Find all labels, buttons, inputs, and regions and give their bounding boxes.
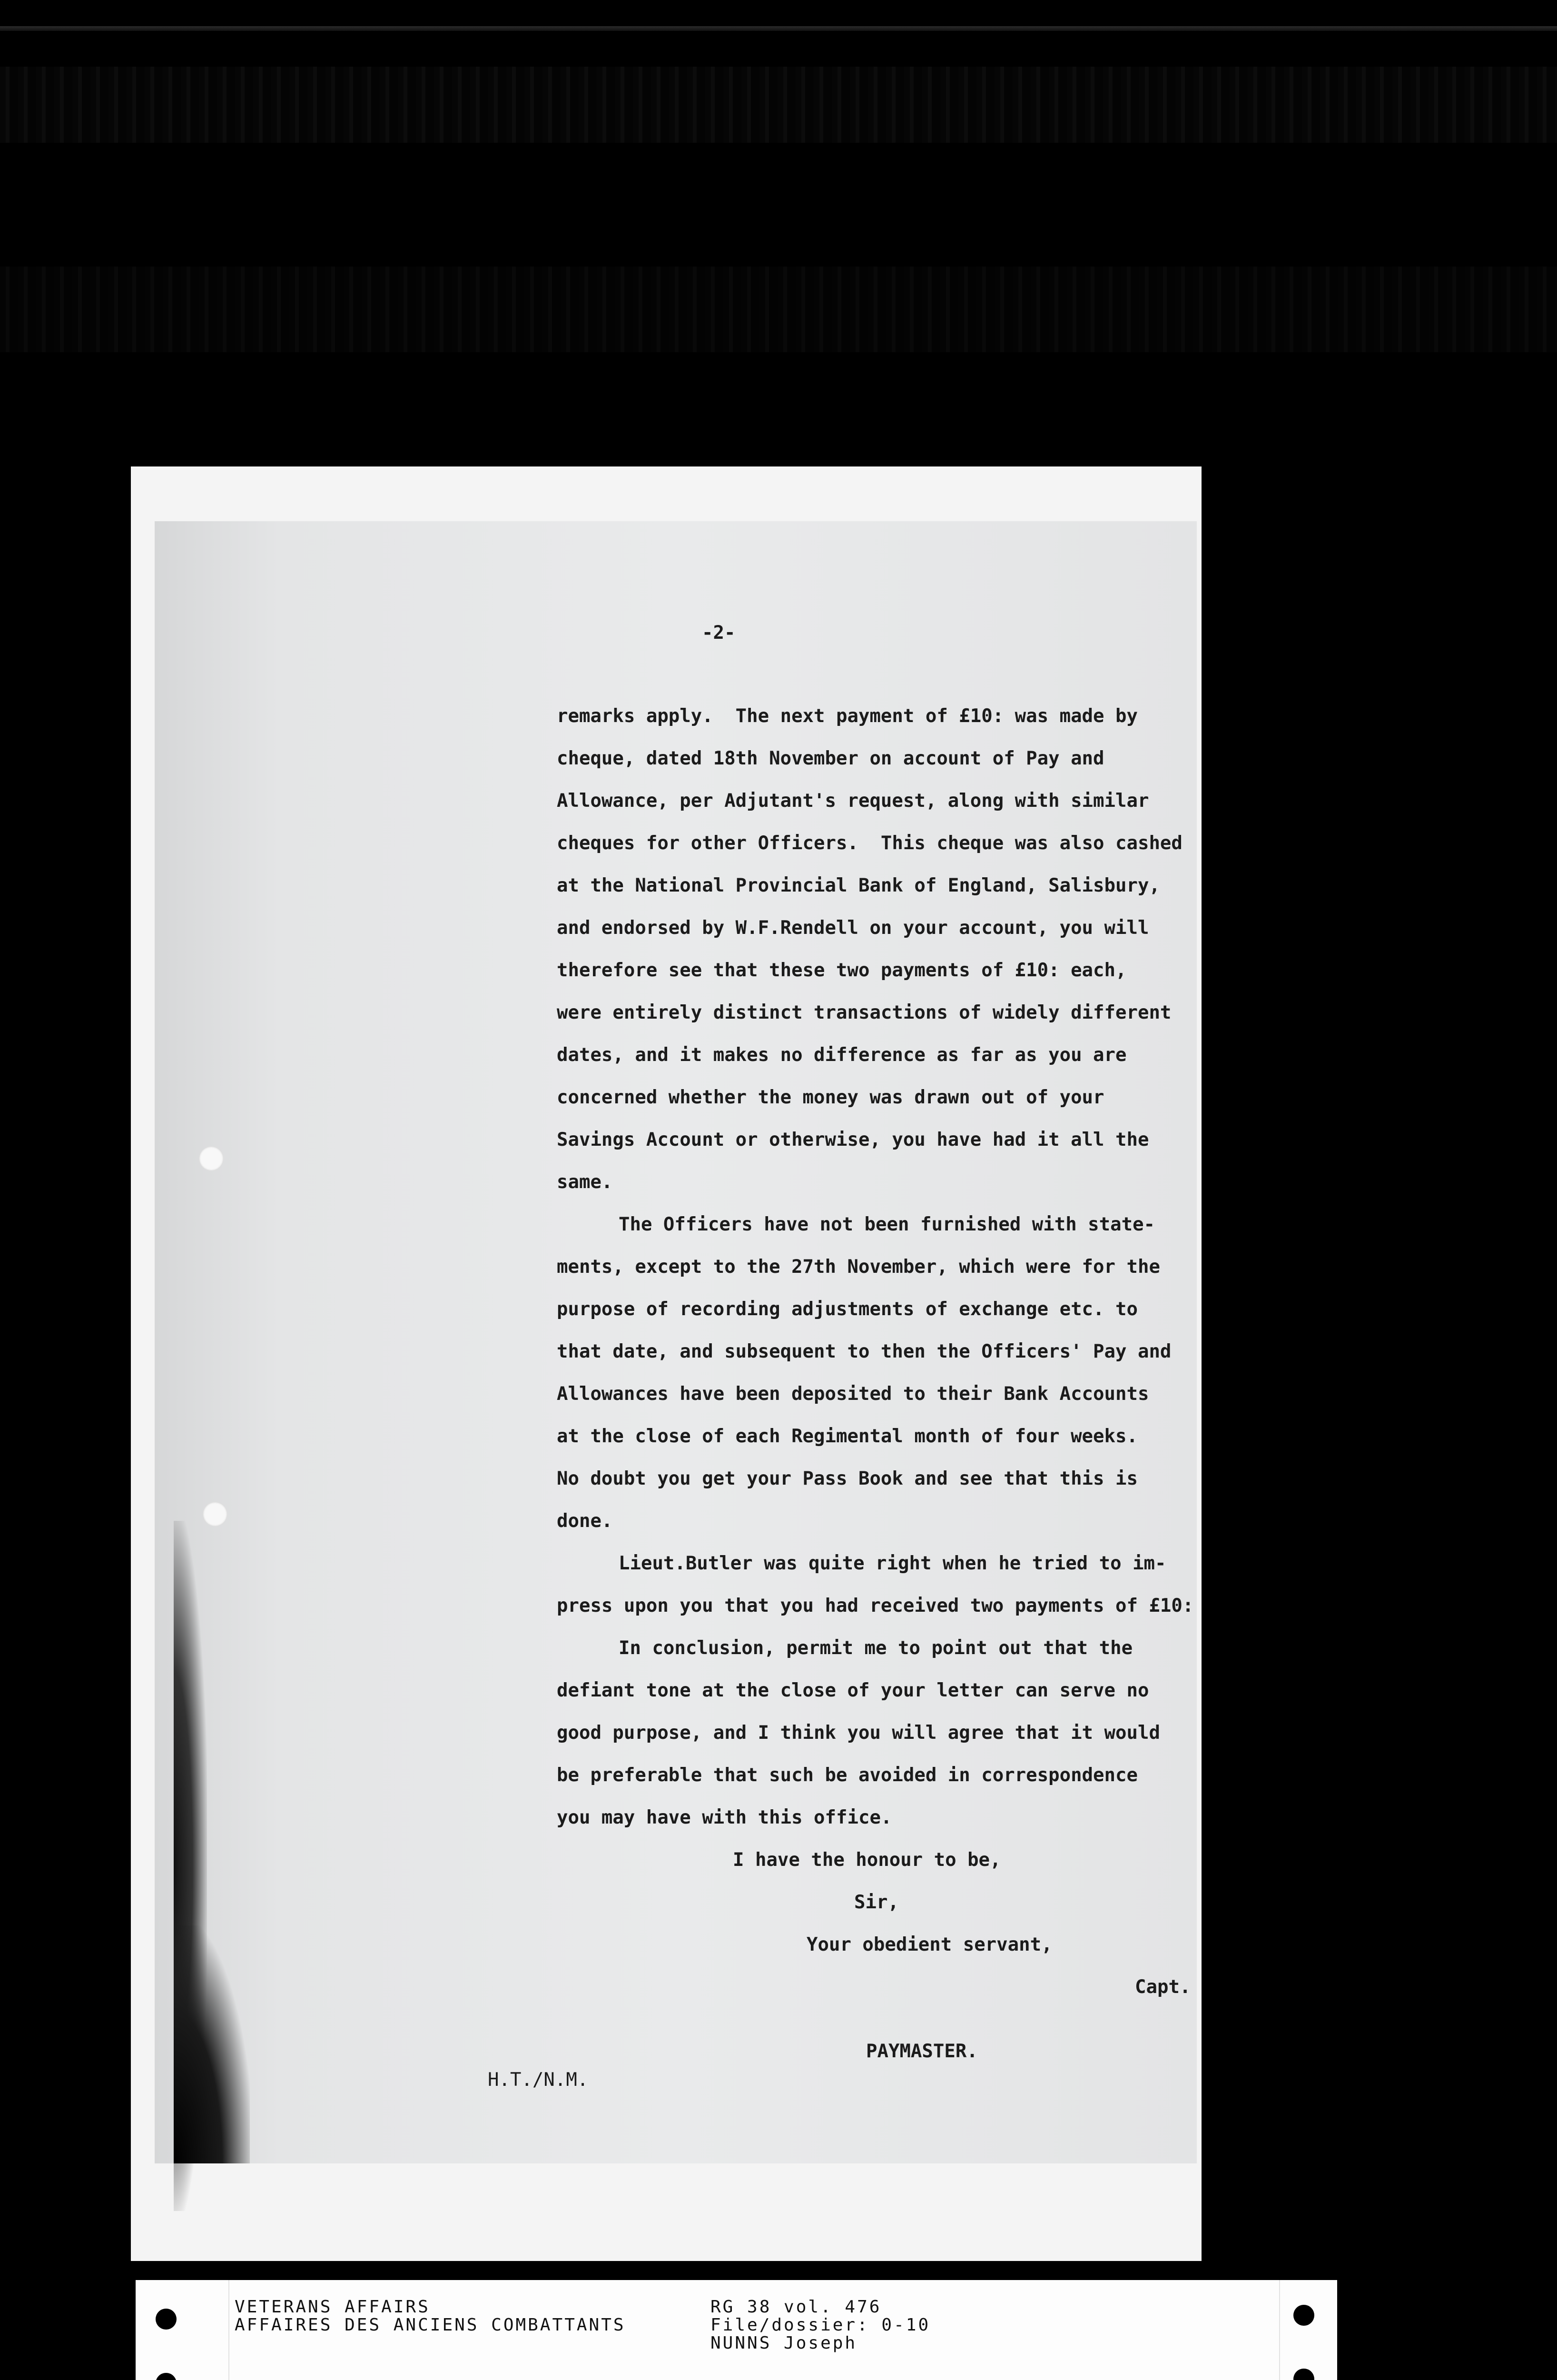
text-line: be preferable that such be avoided in correspondence	[557, 1765, 1138, 1786]
text-line: done.	[557, 1510, 613, 1532]
text-line: Savings Account or otherwise, you have had it all the	[557, 1129, 1149, 1150]
letter-lines	[557, 695, 1193, 1839]
typist-initials: H.T./N.M.	[488, 2069, 589, 2091]
closing-honour: I have the honour to be,	[733, 1849, 1001, 1871]
letter-body	[155, 521, 1197, 2163]
signature-title: PAYMASTER.	[866, 2041, 978, 2062]
text-line: remarks apply. The next payment of £10: was made by	[557, 705, 1138, 727]
sprocket-hole	[1293, 2305, 1314, 2326]
text-line: that date, and subsequent to then the Officers' Pay and	[557, 1341, 1172, 1362]
file-number: File/dossier: 0-10	[710, 2315, 931, 2335]
text-line: cheque, dated 18th November on account of Pay and	[557, 748, 1104, 769]
text-line: dates, and it makes no difference as far as you are	[557, 1044, 1127, 1066]
document-page	[155, 521, 1197, 2163]
closing-salutation: Sir,	[854, 1892, 899, 1913]
text-line: concerned whether the money was drawn out of your	[557, 1087, 1104, 1108]
text-line: therefore see that these two payments of £10: each,	[557, 960, 1127, 981]
department-fr: AFFAIRES DES ANCIENS COMBATTANTS	[235, 2315, 626, 2335]
label-margin-rule	[1279, 2280, 1280, 2380]
text-line: good purpose, and I think you will agree that it would	[557, 1722, 1160, 1744]
text-line: press upon you that you had received two payments of £10:	[557, 1595, 1194, 1616]
sprocket-hole	[1293, 2369, 1314, 2380]
department-en: VETERANS AFFAIRS	[235, 2297, 430, 2317]
record-block	[710, 2298, 930, 2352]
film-edge	[0, 26, 1557, 31]
record-group: RG 38 vol. 476	[710, 2297, 882, 2317]
sprocket-hole	[156, 2309, 177, 2330]
text-line: purpose of recording adjustments of exchange etc. to	[557, 1299, 1138, 1320]
text-line: ments, except to the 27th November, which were for the	[557, 1256, 1160, 1278]
page-number: -2-	[702, 622, 736, 644]
document-mount	[131, 466, 1202, 2261]
text-line: same.	[557, 1171, 613, 1193]
department-block	[235, 2298, 626, 2334]
text-line: The Officers have not been furnished with state-	[619, 1214, 1155, 1235]
text-line: were entirely distinct transactions of widely different	[557, 1002, 1172, 1023]
text-line: Allowances have been deposited to their Bank Accounts	[557, 1383, 1149, 1405]
signature-rank: Capt.	[1135, 1976, 1191, 1998]
closing-servant: Your obedient servant,	[807, 1934, 1053, 1955]
subject-name: NUNNS Joseph	[710, 2333, 857, 2353]
text-line: No doubt you get your Pass Book and see that this is	[557, 1468, 1138, 1489]
sprocket-hole	[156, 2373, 177, 2380]
text-line: and endorsed by W.F.Rendell on your account, you will	[557, 917, 1149, 939]
text-line: at the close of each Regimental month of four weeks.	[557, 1426, 1138, 1447]
text-line: at the National Provincial Bank of England, Salisbury,	[557, 875, 1160, 896]
text-line: defiant tone at the close of your letter can serve no	[557, 1680, 1149, 1701]
text-line: Lieut.Butler was quite right when he tried to im-	[619, 1553, 1166, 1574]
scan-noise-band	[0, 267, 1557, 352]
text-line: In conclusion, permit me to point out that the	[619, 1637, 1133, 1659]
scan-noise-band	[0, 67, 1557, 143]
text-line: cheques for other Officers. This cheque was also cashed	[557, 833, 1183, 854]
text-line: you may have with this office.	[557, 1807, 892, 1828]
label-margin-rule	[228, 2280, 229, 2380]
text-line: Allowance, per Adjutant's request, along with similar	[557, 790, 1149, 812]
archive-label-card	[136, 2280, 1337, 2380]
